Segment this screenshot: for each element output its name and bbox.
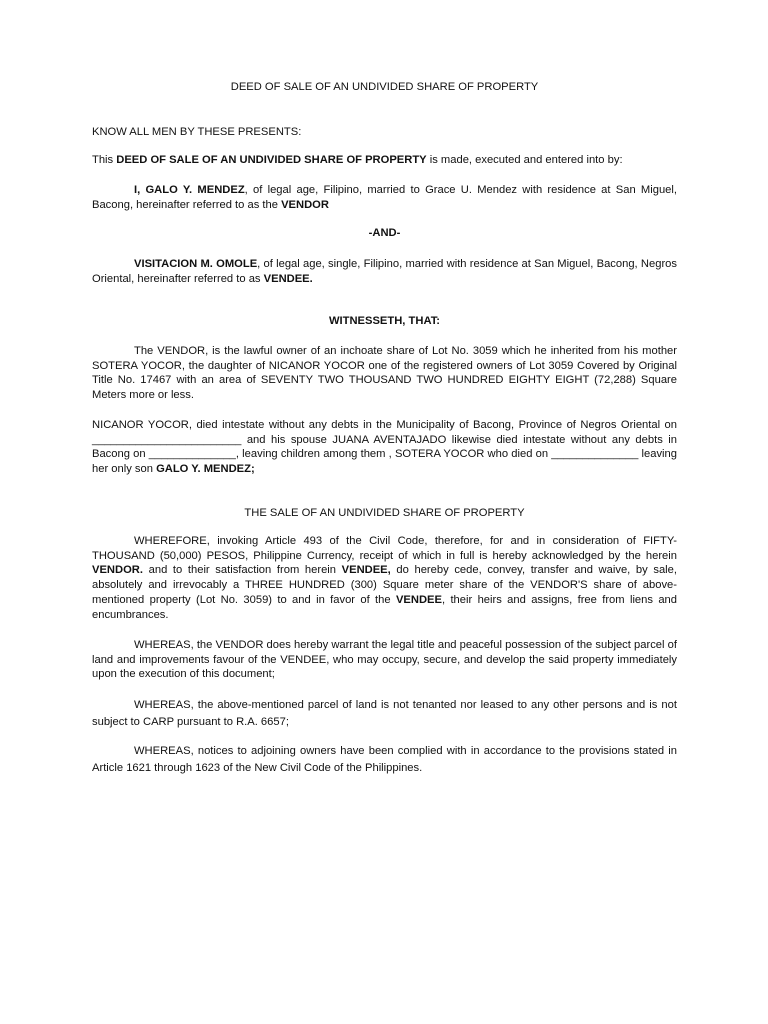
vendor-role: VENDOR bbox=[281, 198, 329, 211]
sale-section-title: THE SALE OF AN UNDIVIDED SHARE OF PROPERTY bbox=[244, 507, 525, 519]
intro-deed-title: DEED OF SALE OF AN UNDIVIDED SHARE OF PROPERTY bbox=[116, 154, 427, 166]
intestate-paragraph bbox=[92, 418, 677, 477]
intro-paragraph bbox=[92, 153, 677, 168]
wherefore-vendee: VENDEE, bbox=[341, 564, 391, 577]
intro-pre: This bbox=[92, 154, 117, 166]
warranty-paragraph: WHEREAS, the VENDOR does hereby warrant the legal title and peaceful possession of the subject parcel of land and improvements favour of the VENDEE, who may occupy, secure, and develop the said property immediately upon the execution of this document; bbox=[92, 639, 677, 681]
know-all-men-heading: KNOW ALL MEN BY THESE PRESENTS: bbox=[92, 126, 302, 138]
not-tenanted-paragraph: WHEREAS, the above-mentioned parcel of land is not tenanted nor leased to any other persons and is not subject to CARP pursuant to R.A. 6657; bbox=[92, 699, 677, 728]
wherefore-vendor: VENDOR. bbox=[92, 564, 143, 577]
wherefore-paragraph bbox=[92, 534, 677, 622]
witnesseth-heading: WITNESSETH, THAT: bbox=[328, 315, 441, 327]
ownership-paragraph: The VENDOR, is the lawful owner of an inchoate share of Lot No. 3059 which he inherited from his mother SOTERA YOCOR, the daughter of NICANOR YOCOR one of the registered owners of Lot 3059 Covered by Original Title No. 17467 with an area of SEVENTY TWO THOUSAND TWO HUNDRED EIGHTY EIGHT (72,288) Square Meters more or less. bbox=[92, 345, 677, 402]
intestate-heir-name: GALO Y. MENDEZ; bbox=[156, 463, 255, 476]
vendor-name: I, GALO Y. MENDEZ bbox=[134, 184, 245, 196]
wherefore-c: and to their satisfaction from herein bbox=[142, 564, 342, 577]
vendee-text: , of legal age, single, Filipino, married with residence at San Miguel, Bacong, Negros Oriental, hereinafter referred to as bbox=[92, 258, 677, 285]
intro-post: is made, executed and entered into by: bbox=[426, 154, 623, 166]
intestate-text: NICANOR YOCOR, died intestate without any debts in the Municipality of Bacong, Province of Negros Oriental on ________________________ and his spouse JUANA AVENTAJADO likewise died intestate without any debts in Bacong on ______________, leaving children among them , SOTERA YOCOR who died on ______________ leaving her only son bbox=[92, 419, 677, 476]
document-title: DEED OF SALE OF AN UNDIVIDED SHARE OF PROPERTY bbox=[230, 81, 539, 93]
vendee-name: VISITACION M. OMOLE bbox=[134, 258, 258, 270]
wherefore-e: do hereby cede, convey, transfer and waive, by sale, absolutely and irrevocably a THREE HUNDRED (300) Square meter share of the VENDOR'S share of above-mentioned property (Lot No. 3059) to and in favor of the bbox=[92, 564, 677, 606]
vendor-paragraph bbox=[92, 183, 677, 212]
vendee-role: VENDEE. bbox=[263, 272, 313, 285]
vendee-paragraph bbox=[92, 257, 677, 286]
notices-paragraph: WHEREAS, notices to adjoining owners have been complied with in accordance to the provisions stated in Article 1621 through 1623 of the New Civil Code of the Philippines. bbox=[92, 745, 677, 774]
vendor-text: , of legal age, Filipino, married to Grace U. Mendez with residence at San Miguel, Bacong, hereinafter referred to as the bbox=[92, 184, 677, 211]
wherefore-vendee-2: VENDEE bbox=[395, 593, 442, 606]
and-separator: -AND- bbox=[368, 227, 401, 239]
wherefore-g: , their heirs and assigns, free from liens and encumbrances. bbox=[92, 593, 677, 621]
wherefore-a: WHEREFORE, invoking Article 493 of the Civil Code, therefore, for and in consideration of FIFTY-THOUSAND (50,000) PESOS, Philippine Currency, receipt of which in full is hereby acknowledged by the herein bbox=[92, 535, 677, 562]
